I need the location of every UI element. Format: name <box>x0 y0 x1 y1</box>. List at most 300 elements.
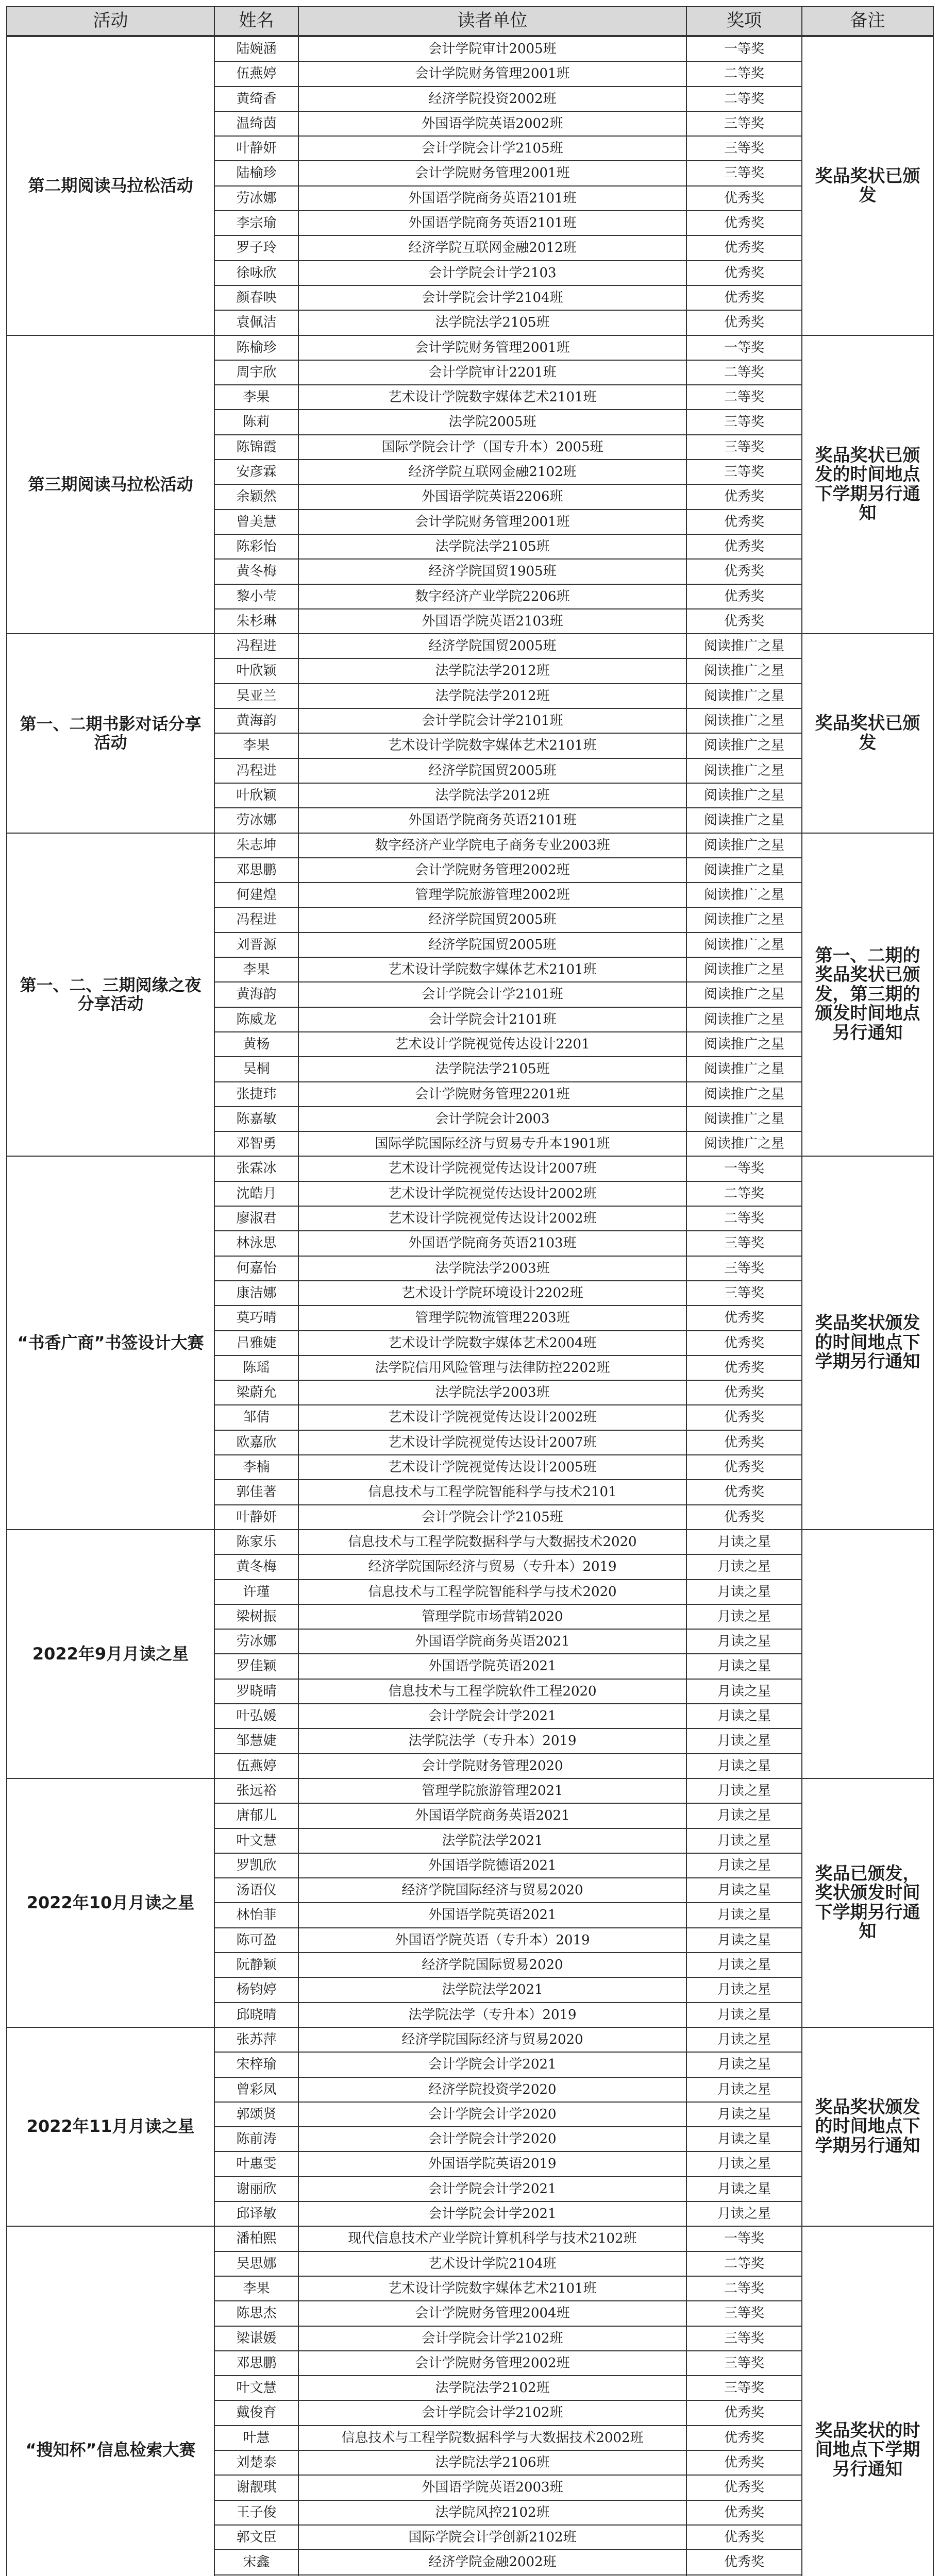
award-cell: 月读之星 <box>686 1977 802 2003</box>
award-cell: 优秀奖 <box>686 509 802 535</box>
activity-cell: 第一、二、三期阅缘之夜分享活动 <box>6 833 215 1157</box>
reader-unit: 外国语学院英语2021 <box>298 1653 687 1680</box>
reader-unit: 数字经济产业学院2206班 <box>298 584 687 609</box>
reader-name: 陈莉 <box>214 409 299 435</box>
reader-unit: 艺术设计学院数字媒体艺术2101班 <box>298 957 687 982</box>
reader-name: 黄杨 <box>214 1031 299 1057</box>
reader-name: 邓智勇 <box>214 1131 299 1157</box>
reader-name: 李果 <box>214 384 299 410</box>
reader-name: 张远裕 <box>214 1778 299 1804</box>
reader-name: 劳冰娜 <box>214 807 299 834</box>
reader-unit: 经济学院国贸2005班 <box>298 932 687 958</box>
remark-cell: 奖品奖状已颁发的时间地点下学期另行通知 <box>801 335 934 634</box>
reader-name: 康洁娜 <box>214 1280 299 1306</box>
reader-name: 梁谌媛 <box>214 2326 299 2351</box>
activity-cell: 第二期阅读马拉松活动 <box>6 36 215 336</box>
award-cell: 一等奖 <box>686 1156 802 1182</box>
reader-name: 曾彩凤 <box>214 2077 299 2103</box>
reader-unit: 会计学院会计学2103 <box>298 260 687 286</box>
award-cell: 月读之星 <box>686 2176 802 2202</box>
reader-name: 郭佳著 <box>214 1479 299 1505</box>
reader-unit: 会计学院会计2003 <box>298 1106 687 1132</box>
award-cell: 月读之星 <box>686 1877 802 1903</box>
reader-unit: 经济学院国际经济与贸易（专升本）2019 <box>298 1554 687 1580</box>
reader-unit: 国际学院会计学（国专升本）2005班 <box>298 434 687 460</box>
awards-table <box>6 6 934 2576</box>
award-cell: 阅读推广之星 <box>686 733 802 759</box>
award-cell: 优秀奖 <box>686 2549 802 2575</box>
award-cell: 月读之星 <box>686 2077 802 2103</box>
reader-name: 吴思娜 <box>214 2251 299 2277</box>
reader-unit: 经济学院互联网金融2012班 <box>298 235 687 261</box>
reader-unit: 外国语学院商务英语2103班 <box>298 1230 687 1257</box>
reader-name: 叶欣颖 <box>214 658 299 684</box>
award-cell: 二等奖 <box>686 1206 802 1231</box>
remark-cell: 奖品已颁发，奖状颁发时间下学期另行通知 <box>801 1778 934 2028</box>
award-cell: 优秀奖 <box>686 1380 802 1405</box>
award-cell: 优秀奖 <box>686 1355 802 1381</box>
reader-unit: 艺术设计学院视觉传达设计2007班 <box>298 1430 687 1455</box>
reader-unit: 法学院2005班 <box>298 409 687 435</box>
reader-name: 梁蔚允 <box>214 1380 299 1405</box>
reader-unit: 管理学院旅游管理2021 <box>298 1778 687 1804</box>
reader-unit: 会计学院会计学2021 <box>298 2052 687 2078</box>
award-cell: 二等奖 <box>686 2276 802 2301</box>
reader-unit: 经济学院国贸1905班 <box>298 558 687 585</box>
reader-name: 伍燕婷 <box>214 61 299 87</box>
reader-name: 邹慧婕 <box>214 1728 299 1754</box>
reader-name: 沈皓月 <box>214 1181 299 1207</box>
award-cell: 优秀奖 <box>686 260 802 286</box>
award-cell: 阅读推广之星 <box>686 658 802 684</box>
award-cell: 阅读推广之星 <box>686 907 802 933</box>
award-cell: 月读之星 <box>686 1853 802 1878</box>
reader-unit: 会计学院财务管理2001班 <box>298 509 687 535</box>
reader-unit: 会计学院财务管理2004班 <box>298 2300 687 2327</box>
remark-cell: 奖品奖状的时间地点下学期另行通知 <box>801 2226 934 2576</box>
reader-name: 吕雅婕 <box>214 1330 299 1356</box>
reader-name: 陈家乐 <box>214 1529 299 1555</box>
reader-name: 冯程进 <box>214 633 299 659</box>
reader-name: 叶静妍 <box>214 1504 299 1530</box>
reader-name: 安彦霖 <box>214 459 299 485</box>
reader-name: 王子俊 <box>214 2500 299 2526</box>
award-cell: 阅读推广之星 <box>686 932 802 958</box>
reader-unit: 外国语学院德语2021 <box>298 1853 687 1878</box>
reader-name: 周宇欣 <box>214 360 299 385</box>
award-cell: 优秀奖 <box>686 1330 802 1356</box>
header-activity: 活动 <box>6 6 215 36</box>
reader-name: 谢丽欣 <box>214 2176 299 2202</box>
remark-cell <box>801 1529 934 1779</box>
award-cell: 月读之星 <box>686 1629 802 1654</box>
reader-unit: 会计学院会计学2101班 <box>298 708 687 734</box>
reader-name: 伍燕婷 <box>214 1753 299 1779</box>
award-cell: 月读之星 <box>686 1579 802 1605</box>
reader-unit: 法学院信用风险管理与法律防控2202班 <box>298 1355 687 1381</box>
reader-name: 冯程进 <box>214 907 299 933</box>
award-cell: 优秀奖 <box>686 608 802 634</box>
activity-cell: “书香广商”书签设计大赛 <box>6 1156 215 1530</box>
reader-name: 郭颂贤 <box>214 2102 299 2127</box>
reader-name: 罗晓晴 <box>214 1679 299 1704</box>
award-cell: 优秀奖 <box>686 1404 802 1431</box>
activity-cell: 2022年9月月读之星 <box>6 1529 215 1779</box>
reader-unit: 会计学院财务管理2002班 <box>298 2350 687 2376</box>
award-cell: 月读之星 <box>686 1927 802 1953</box>
reader-name: 劳冰娜 <box>214 185 299 211</box>
reader-name: 袁佩洁 <box>214 310 299 336</box>
award-cell: 阅读推广之星 <box>686 1007 802 1032</box>
reader-unit: 艺术设计学院数字媒体艺术2004班 <box>298 1330 687 1356</box>
reader-name: 李果 <box>214 2276 299 2301</box>
reader-unit: 经济学院投资2002班 <box>298 86 687 112</box>
reader-unit: 会计学院会计学2102班 <box>298 2326 687 2351</box>
reader-unit: 经济学院国贸2005班 <box>298 907 687 933</box>
reader-name: 陈彩怡 <box>214 534 299 560</box>
award-cell: 优秀奖 <box>686 2475 802 2501</box>
reader-name: 邱晓晴 <box>214 2002 299 2028</box>
reader-name: 陈榆珍 <box>214 335 299 361</box>
remark-cell: 奖品奖状已颁发 <box>801 36 934 336</box>
award-cell: 三等奖 <box>686 1256 802 1281</box>
reader-name: 叶文慧 <box>214 2375 299 2401</box>
award-cell: 优秀奖 <box>686 1430 802 1455</box>
reader-unit: 外国语学院商务英语2101班 <box>298 185 687 211</box>
reader-name: 陈思杰 <box>214 2300 299 2327</box>
reader-unit: 外国语学院商务英语2021 <box>298 1803 687 1829</box>
award-cell: 一等奖 <box>686 2226 802 2252</box>
reader-name: 余颖然 <box>214 484 299 510</box>
reader-unit: 现代信息技术产业学院计算机科学与技术2102班 <box>298 2226 687 2252</box>
reader-name: 颜春映 <box>214 285 299 311</box>
award-cell: 优秀奖 <box>686 2500 802 2526</box>
reader-name: 邓思鹏 <box>214 2350 299 2376</box>
reader-unit: 管理学院市场营销2020 <box>298 1604 687 1630</box>
reader-name: 黄海韵 <box>214 981 299 1008</box>
reader-name: 刘晋源 <box>214 932 299 958</box>
reader-unit: 会计学院财务管理2020 <box>298 1753 687 1779</box>
reader-name: 宋鑫 <box>214 2549 299 2575</box>
award-cell: 三等奖 <box>686 1280 802 1306</box>
award-cell: 月读之星 <box>686 1753 802 1779</box>
award-cell: 三等奖 <box>686 409 802 435</box>
reader-name: 莫巧晴 <box>214 1305 299 1331</box>
award-cell: 三等奖 <box>686 160 802 187</box>
award-cell: 优秀奖 <box>686 484 802 510</box>
award-cell: 月读之星 <box>686 1902 802 1928</box>
reader-name: 潘柏熙 <box>214 2226 299 2252</box>
award-cell: 阅读推广之星 <box>686 807 802 834</box>
reader-unit: 法学院法学2105班 <box>298 534 687 560</box>
remark-cell: 奖品奖状已颁发 <box>801 633 934 834</box>
reader-name: 郭文臣 <box>214 2524 299 2550</box>
reader-unit: 管理学院旅游管理2002班 <box>298 882 687 908</box>
remark-cell: 奖品奖状颁发的时间地点下学期另行通知 <box>801 2027 934 2227</box>
reader-name: 叶惠雯 <box>214 2151 299 2177</box>
award-cell: 二等奖 <box>686 61 802 87</box>
reader-unit: 艺术设计学院视觉传达设计2002班 <box>298 1181 687 1207</box>
reader-name: 黎小莹 <box>214 584 299 609</box>
award-cell: 二等奖 <box>686 1181 802 1207</box>
award-cell: 优秀奖 <box>686 185 802 211</box>
reader-unit: 会计学院会计学2021 <box>298 2201 687 2227</box>
award-cell: 三等奖 <box>686 135 802 161</box>
reader-unit: 艺术设计学院数字媒体艺术2101班 <box>298 733 687 759</box>
award-cell: 月读之星 <box>686 2052 802 2078</box>
reader-name: 汤语仪 <box>214 1877 299 1903</box>
award-cell: 阅读推广之星 <box>686 1106 802 1132</box>
reader-unit: 法学院法学2012班 <box>298 658 687 684</box>
reader-unit: 经济学院国贸2005班 <box>298 758 687 784</box>
activity-cell: “搜知杯”信息检索大赛 <box>6 2226 215 2576</box>
award-cell: 三等奖 <box>686 2375 802 2401</box>
award-cell: 三等奖 <box>686 2350 802 2376</box>
reader-unit: 信息技术与工程学院软件工程2020 <box>298 1679 687 1704</box>
award-cell: 月读之星 <box>686 2151 802 2177</box>
activity-cell: 2022年11月月读之星 <box>6 2027 215 2227</box>
reader-unit: 会计学院审计2005班 <box>298 36 687 62</box>
activity-cell: 第三期阅读马拉松活动 <box>6 335 215 634</box>
reader-name: 黄绮香 <box>214 86 299 112</box>
award-cell: 三等奖 <box>686 2326 802 2351</box>
reader-unit: 信息技术与工程学院数据科学与大数据技术2002班 <box>298 2425 687 2451</box>
award-cell: 优秀奖 <box>686 1305 802 1331</box>
reader-unit: 经济学院投资学2020 <box>298 2077 687 2103</box>
reader-name: 黄冬梅 <box>214 558 299 585</box>
reader-name: 廖淑君 <box>214 1206 299 1231</box>
reader-unit: 艺术设计学院数字媒体艺术2101班 <box>298 384 687 410</box>
award-cell: 阅读推广之星 <box>686 981 802 1008</box>
award-cell: 阅读推广之星 <box>686 857 802 883</box>
award-cell: 优秀奖 <box>686 1479 802 1505</box>
award-cell: 月读之星 <box>686 1828 802 1854</box>
reader-unit: 会计学院会计学2105班 <box>298 1504 687 1530</box>
reader-unit: 艺术设计学院环境设计2202班 <box>298 1280 687 1306</box>
reader-name: 曾美慧 <box>214 509 299 535</box>
reader-unit: 艺术设计学院视觉传达设计2201 <box>298 1031 687 1057</box>
reader-name: 罗凯欣 <box>214 1853 299 1878</box>
reader-name: 邱译敏 <box>214 2201 299 2227</box>
award-cell: 月读之星 <box>686 1778 802 1804</box>
reader-unit: 法学院风控2102班 <box>298 2500 687 2526</box>
reader-name: 李果 <box>214 957 299 982</box>
reader-unit: 会计学院财务管理2201班 <box>298 1081 687 1107</box>
reader-unit: 法学院法学2021 <box>298 1977 687 2003</box>
reader-name: 陈瑶 <box>214 1355 299 1381</box>
award-cell: 优秀奖 <box>686 235 802 261</box>
award-cell: 月读之星 <box>686 2027 802 2053</box>
reader-name: 何建煌 <box>214 882 299 908</box>
reader-name: 劳冰娜 <box>214 1629 299 1654</box>
award-cell: 月读之星 <box>686 2102 802 2127</box>
award-cell: 阅读推广之星 <box>686 1081 802 1107</box>
reader-unit: 法学院法学2105班 <box>298 310 687 336</box>
reader-unit: 法学院法学2106班 <box>298 2450 687 2476</box>
reader-name: 吴桐 <box>214 1056 299 1082</box>
reader-unit: 艺术设计学院数字媒体艺术2101班 <box>298 2276 687 2301</box>
award-cell: 阅读推广之星 <box>686 957 802 982</box>
reader-name: 阮静颖 <box>214 1952 299 1978</box>
reader-unit: 国际学院会计学创新2102班 <box>298 2524 687 2550</box>
reader-unit: 会计学院会计学2104班 <box>298 285 687 311</box>
reader-unit: 经济学院国贸2005班 <box>298 633 687 659</box>
activity-cell: 2022年10月月读之星 <box>6 1778 215 2028</box>
reader-unit: 经济学院金融2002班 <box>298 2549 687 2575</box>
award-cell: 优秀奖 <box>686 558 802 585</box>
reader-name: 刘楚泰 <box>214 2450 299 2476</box>
reader-unit: 信息技术与工程学院智能科学与技术2101 <box>298 1479 687 1505</box>
reader-unit: 经济学院国际贸易2020 <box>298 1952 687 1978</box>
award-cell: 三等奖 <box>686 1230 802 1257</box>
reader-unit: 外国语学院英语2019 <box>298 2151 687 2177</box>
award-cell: 二等奖 <box>686 384 802 410</box>
award-cell: 三等奖 <box>686 434 802 460</box>
reader-name: 梁树振 <box>214 1604 299 1630</box>
reader-unit: 会计学院会计学2020 <box>298 2126 687 2152</box>
award-cell: 月读之星 <box>686 2126 802 2152</box>
remark-cell: 第一、二期的奖品奖状已颁发，第三期的颁发时间地点另行通知 <box>801 833 934 1157</box>
reader-unit: 会计学院会计学2021 <box>298 2176 687 2202</box>
reader-unit: 数字经济产业学院电子商务专业2003班 <box>298 833 687 858</box>
header-name: 姓名 <box>214 6 299 36</box>
header-remark: 备注 <box>801 6 934 36</box>
remark-cell: 奖品奖状颁发的时间地点下学期另行通知 <box>801 1156 934 1530</box>
award-cell: 月读之星 <box>686 1653 802 1680</box>
award-cell: 优秀奖 <box>686 310 802 336</box>
reader-unit: 外国语学院商务英语2101班 <box>298 210 687 236</box>
reader-name: 李果 <box>214 733 299 759</box>
reader-name: 戴俊育 <box>214 2400 299 2426</box>
reader-name: 叶弘媛 <box>214 1703 299 1729</box>
reader-name: 冯程进 <box>214 758 299 784</box>
award-cell: 月读之星 <box>686 2201 802 2227</box>
reader-unit: 会计学院财务管理2001班 <box>298 160 687 187</box>
award-cell: 月读之星 <box>686 1803 802 1829</box>
reader-unit: 法学院法学2012班 <box>298 783 687 808</box>
reader-name: 朱杉琳 <box>214 608 299 634</box>
reader-name: 张霖冰 <box>214 1156 299 1182</box>
reader-unit: 外国语学院英语2206班 <box>298 484 687 510</box>
reader-name: 罗佳颖 <box>214 1653 299 1680</box>
reader-name: 叶文慧 <box>214 1828 299 1854</box>
reader-name: 朱志坤 <box>214 833 299 858</box>
award-cell: 阅读推广之星 <box>686 708 802 734</box>
award-cell: 优秀奖 <box>686 584 802 609</box>
reader-unit: 信息技术与工程学院数据科学与大数据技术2020 <box>298 1529 687 1555</box>
award-cell: 优秀奖 <box>686 210 802 236</box>
reader-name: 叶静妍 <box>214 135 299 161</box>
reader-unit: 外国语学院英语2003班 <box>298 2475 687 2501</box>
award-cell: 三等奖 <box>686 111 802 137</box>
reader-unit: 法学院法学2003班 <box>298 1380 687 1405</box>
reader-name: 林怡菲 <box>214 1902 299 1928</box>
award-cell: 月读之星 <box>686 1554 802 1580</box>
reader-unit: 经济学院互联网金融2102班 <box>298 459 687 485</box>
award-cell: 优秀奖 <box>686 2524 802 2550</box>
reader-unit: 外国语学院英语2021 <box>298 1902 687 1928</box>
award-cell: 阅读推广之星 <box>686 683 802 709</box>
award-cell: 优秀奖 <box>686 285 802 311</box>
reader-name: 宋梓瑜 <box>214 2052 299 2078</box>
award-cell: 月读之星 <box>686 1604 802 1630</box>
reader-unit: 法学院法学2021 <box>298 1828 687 1854</box>
reader-unit: 法学院法学2105班 <box>298 1056 687 1082</box>
reader-name: 何嘉怡 <box>214 1256 299 1281</box>
header-award: 奖项 <box>686 6 802 36</box>
reader-name: 陈嘉敏 <box>214 1106 299 1132</box>
reader-unit: 艺术设计学院视觉传达设计2002班 <box>298 1206 687 1231</box>
reader-unit: 会计学院财务管理2001班 <box>298 61 687 87</box>
award-cell: 阅读推广之星 <box>686 882 802 908</box>
award-cell: 优秀奖 <box>686 534 802 560</box>
award-cell: 二等奖 <box>686 86 802 112</box>
reader-name: 温绮茵 <box>214 111 299 137</box>
reader-unit: 信息技术与工程学院智能科学与技术2020 <box>298 1579 687 1605</box>
award-cell: 阅读推广之星 <box>686 1131 802 1157</box>
reader-unit: 会计学院会计学2102班 <box>298 2400 687 2426</box>
reader-unit: 法学院法学2012班 <box>298 683 687 709</box>
award-cell: 一等奖 <box>686 335 802 361</box>
reader-unit: 外国语学院商务英语2021 <box>298 1629 687 1654</box>
award-cell: 月读之星 <box>686 1703 802 1729</box>
reader-name: 李楠 <box>214 1454 299 1480</box>
reader-unit: 会计学院会计学2021 <box>298 1703 687 1729</box>
award-cell: 三等奖 <box>686 459 802 485</box>
reader-name: 谢靓琪 <box>214 2475 299 2501</box>
reader-name: 陈威龙 <box>214 1007 299 1032</box>
reader-name: 陈前涛 <box>214 2126 299 2152</box>
reader-unit: 外国语学院商务英语2101班 <box>298 807 687 834</box>
reader-unit: 经济学院国际经济与贸易2020 <box>298 2027 687 2053</box>
reader-name: 邹倩 <box>214 1404 299 1431</box>
award-cell: 优秀奖 <box>686 1454 802 1480</box>
reader-name: 杨钧婷 <box>214 1977 299 2003</box>
award-cell: 优秀奖 <box>686 1504 802 1530</box>
reader-unit: 国际学院国际经济与贸易专升本1901班 <box>298 1131 687 1157</box>
reader-name: 陈可盈 <box>214 1927 299 1953</box>
reader-name: 陆榆珍 <box>214 160 299 187</box>
reader-name: 陈锦霞 <box>214 434 299 460</box>
award-cell: 三等奖 <box>686 2300 802 2327</box>
activity-cell: 第一、二期书影对话分享活动 <box>6 633 215 834</box>
award-cell: 月读之星 <box>686 2002 802 2028</box>
reader-unit: 会计学院会计学2101班 <box>298 981 687 1008</box>
award-cell: 月读之星 <box>686 1728 802 1754</box>
award-cell: 二等奖 <box>686 360 802 385</box>
reader-name: 林泳思 <box>214 1230 299 1257</box>
header-unit: 读者单位 <box>298 6 687 36</box>
reader-unit: 法学院法学（专升本）2019 <box>298 1728 687 1754</box>
reader-name: 李宗瑜 <box>214 210 299 236</box>
award-cell: 阅读推广之星 <box>686 1031 802 1057</box>
reader-unit: 法学院法学2102班 <box>298 2375 687 2401</box>
reader-unit: 会计学院会计学2105班 <box>298 135 687 161</box>
award-cell: 一等奖 <box>686 36 802 62</box>
reader-name: 许瑾 <box>214 1579 299 1605</box>
reader-name: 叶欣颖 <box>214 783 299 808</box>
reader-name: 吴亚兰 <box>214 683 299 709</box>
reader-name: 叶慧 <box>214 2425 299 2451</box>
award-cell: 二等奖 <box>686 2251 802 2277</box>
reader-unit: 会计学院会计2101班 <box>298 1007 687 1032</box>
reader-name: 徐咏欣 <box>214 260 299 286</box>
reader-unit: 管理学院物流管理2203班 <box>298 1305 687 1331</box>
reader-unit: 会计学院财务管理2001班 <box>298 335 687 361</box>
reader-unit: 艺术设计学院2104班 <box>298 2251 687 2277</box>
reader-name: 欧嘉欣 <box>214 1430 299 1455</box>
reader-unit: 会计学院会计学2020 <box>298 2102 687 2127</box>
